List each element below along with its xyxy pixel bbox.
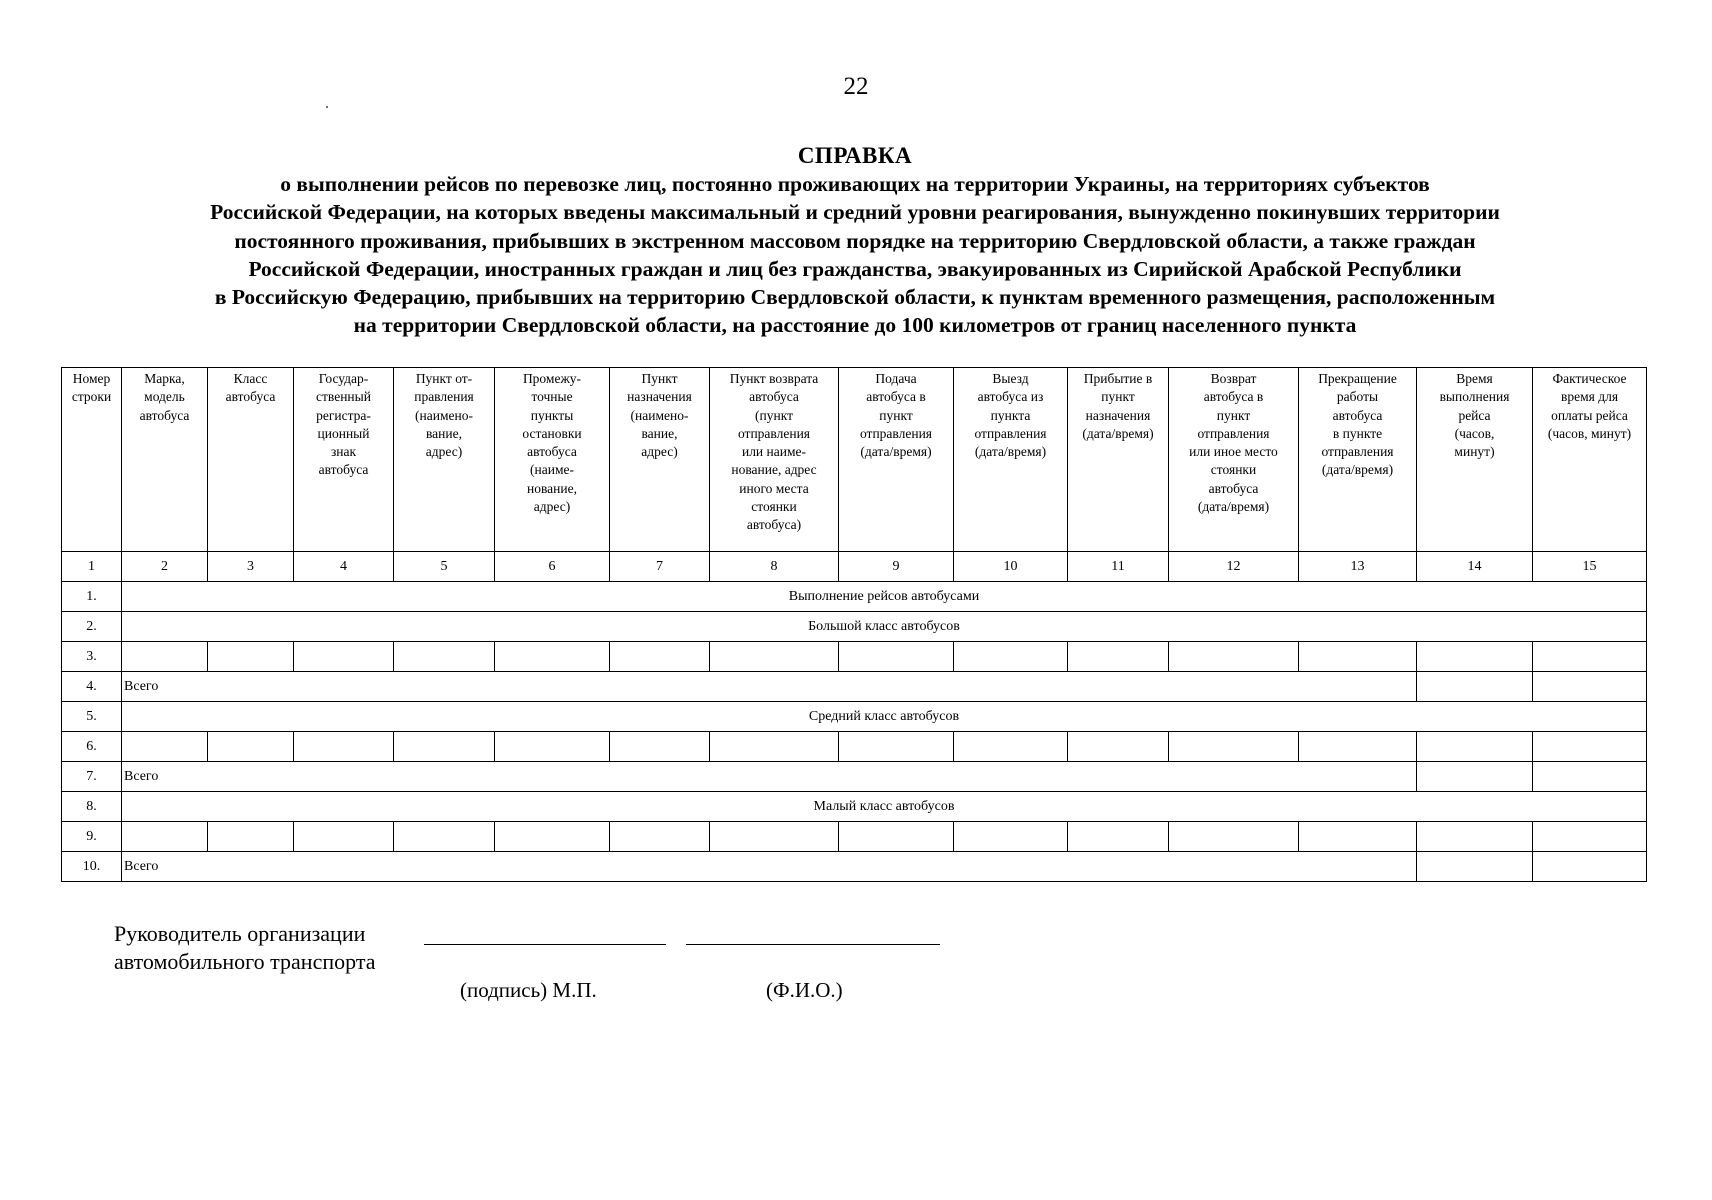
column-header-15: Фактическое время для оплаты рейса (часов, минут) — [1533, 368, 1647, 552]
table-row — [62, 852, 1647, 882]
empty-cell — [610, 822, 710, 852]
column-number: 7 — [610, 552, 710, 582]
column-number: 13 — [1299, 552, 1417, 582]
empty-cell — [1533, 642, 1647, 672]
empty-cell — [1068, 822, 1169, 852]
signature-title-line1: Руководитель организации — [114, 921, 366, 946]
row-number: 6. — [62, 732, 122, 762]
column-header-1: Номер строки — [62, 368, 122, 552]
empty-cell — [839, 822, 954, 852]
row-number: 2. — [62, 612, 122, 642]
column-number: 9 — [839, 552, 954, 582]
total-value-cell — [1417, 852, 1533, 882]
empty-cell — [1068, 732, 1169, 762]
total-value-cell — [1533, 852, 1647, 882]
empty-cell — [294, 822, 394, 852]
row-number: 1. — [62, 582, 122, 612]
empty-cell — [1533, 732, 1647, 762]
empty-cell — [394, 822, 495, 852]
empty-cell — [954, 822, 1068, 852]
column-header-10: Выезд автобуса из пункта отправления (дата/время) — [954, 368, 1068, 552]
empty-cell — [710, 732, 839, 762]
column-number: 10 — [954, 552, 1068, 582]
empty-cell — [1299, 732, 1417, 762]
column-number: 14 — [1417, 552, 1533, 582]
row-number: 10. — [62, 852, 122, 882]
column-header-2: Марка, модель автобуса — [122, 368, 208, 552]
table-row — [62, 642, 1647, 672]
column-number: 2 — [122, 552, 208, 582]
total-value-cell — [1533, 672, 1647, 702]
table-body — [62, 552, 1647, 882]
empty-cell — [294, 642, 394, 672]
empty-cell — [839, 732, 954, 762]
table-header-row — [62, 368, 1647, 552]
section-heading: Выполнение рейсов автобусами — [122, 582, 1647, 612]
empty-cell — [1068, 642, 1169, 672]
total-value-cell — [1533, 762, 1647, 792]
subtitle-line: Российской Федерации, иностранных граждан и лиц без гражданства, эвакуированных из Сирийской Арабской Республики — [248, 256, 1462, 281]
empty-cell — [1169, 822, 1299, 852]
column-header-5: Пункт от- правления (наимено- вание, адрес) — [394, 368, 495, 552]
total-label: Всего — [122, 762, 1417, 792]
name-line — [686, 944, 940, 945]
column-number-row — [62, 552, 1647, 582]
column-number: 11 — [1068, 552, 1169, 582]
total-value-cell — [1417, 672, 1533, 702]
empty-cell — [122, 822, 208, 852]
empty-cell — [394, 732, 495, 762]
empty-cell — [208, 642, 294, 672]
column-number: 6 — [495, 552, 610, 582]
empty-cell — [710, 642, 839, 672]
column-header-7: Пункт назначения (наимено- вание, адрес) — [610, 368, 710, 552]
document-title: СПРАВКА — [797, 143, 913, 168]
empty-cell — [1417, 642, 1533, 672]
column-number: 1 — [62, 552, 122, 582]
empty-cell — [610, 642, 710, 672]
section-heading: Малый класс автобусов — [122, 792, 1647, 822]
signature-caption: (подпись) М.П. — [460, 978, 597, 1002]
empty-cell — [710, 822, 839, 852]
total-label: Всего — [122, 852, 1417, 882]
empty-cell — [122, 732, 208, 762]
empty-cell — [1169, 732, 1299, 762]
table-row — [62, 582, 1647, 612]
empty-cell — [1169, 642, 1299, 672]
column-header-11: Прибытие в пункт назначения (дата/время) — [1068, 368, 1169, 552]
column-header-3: Класс автобуса — [208, 368, 294, 552]
section-heading: Большой класс автобусов — [122, 612, 1647, 642]
row-number: 4. — [62, 672, 122, 702]
empty-cell — [1417, 822, 1533, 852]
empty-cell — [1299, 642, 1417, 672]
column-number: 3 — [208, 552, 294, 582]
empty-cell — [954, 642, 1068, 672]
section-heading: Средний класс автобусов — [122, 702, 1647, 732]
empty-cell — [1533, 822, 1647, 852]
empty-cell — [208, 822, 294, 852]
column-header-8: Пункт возврата автобуса (пункт отправления или наиме- нование, адрес иного места стоянки автобуса) — [710, 368, 839, 552]
empty-cell — [394, 642, 495, 672]
row-number: 9. — [62, 822, 122, 852]
report-table — [61, 367, 1647, 882]
signature-block — [114, 920, 375, 976]
table-row — [62, 702, 1647, 732]
column-number: 4 — [294, 552, 394, 582]
empty-cell — [1299, 822, 1417, 852]
scan-speck — [326, 106, 328, 108]
column-header-13: Прекращение работы автобуса в пункте отправления (дата/время) — [1299, 368, 1417, 552]
page-number: 22 — [843, 73, 869, 100]
empty-cell — [208, 732, 294, 762]
subtitle-line: на территории Свердловской области, на расстояние до 100 километров от границ населенного пункта — [353, 313, 1357, 338]
table-row — [62, 822, 1647, 852]
empty-cell — [122, 642, 208, 672]
empty-cell — [495, 642, 610, 672]
column-header-12: Возврат автобуса в пункт отправления или иное место стоянки автобуса (дата/время) — [1169, 368, 1299, 552]
subtitle-line: в Российскую Федерацию, прибывших на территорию Свердловской области, к пунктам временного размещения, расположенным — [214, 285, 1496, 310]
table-row — [62, 762, 1647, 792]
column-number: 5 — [394, 552, 495, 582]
table-row — [62, 732, 1647, 762]
subtitle-line: постоянного проживания, прибывших в экстренном массовом порядке на территорию Свердловской области, а также граждан — [234, 228, 1476, 253]
subtitle-line: о выполнении рейсов по перевозке лиц, постоянно проживающих на территории Украины, на территориях субъектов — [280, 172, 1430, 196]
column-header-6: Промежу- точные пункты остановки автобуса (наиме- нование, адрес) — [495, 368, 610, 552]
column-header-9: Подача автобуса в пункт отправления (дата/время) — [839, 368, 954, 552]
empty-cell — [495, 822, 610, 852]
column-header-4: Государ- ственный регистра- ционный знак автобуса — [294, 368, 394, 552]
total-label: Всего — [122, 672, 1417, 702]
empty-cell — [294, 732, 394, 762]
document-subtitle — [90, 170, 1620, 340]
column-number: 15 — [1533, 552, 1647, 582]
signature-line — [424, 944, 666, 945]
subtitle-line: Российской Федерации, на которых введены максимальный и средний уровни реагирования, вынужденно покинувших территории — [210, 200, 1500, 225]
signature-title-line2: автомобильного транспорта — [114, 949, 376, 974]
row-number: 8. — [62, 792, 122, 822]
empty-cell — [495, 732, 610, 762]
name-caption: (Ф.И.О.) — [766, 978, 843, 1002]
table-row — [62, 792, 1647, 822]
table-row — [62, 612, 1647, 642]
row-number: 3. — [62, 642, 122, 672]
document-header — [90, 142, 1620, 340]
total-value-cell — [1417, 762, 1533, 792]
empty-cell — [610, 732, 710, 762]
row-number: 7. — [62, 762, 122, 792]
row-number: 5. — [62, 702, 122, 732]
column-header-14: Время выполнения рейса (часов, минут) — [1417, 368, 1533, 552]
empty-cell — [954, 732, 1068, 762]
empty-cell — [1417, 732, 1533, 762]
column-number: 8 — [710, 552, 839, 582]
empty-cell — [839, 642, 954, 672]
table-row — [62, 672, 1647, 702]
column-number: 12 — [1169, 552, 1299, 582]
